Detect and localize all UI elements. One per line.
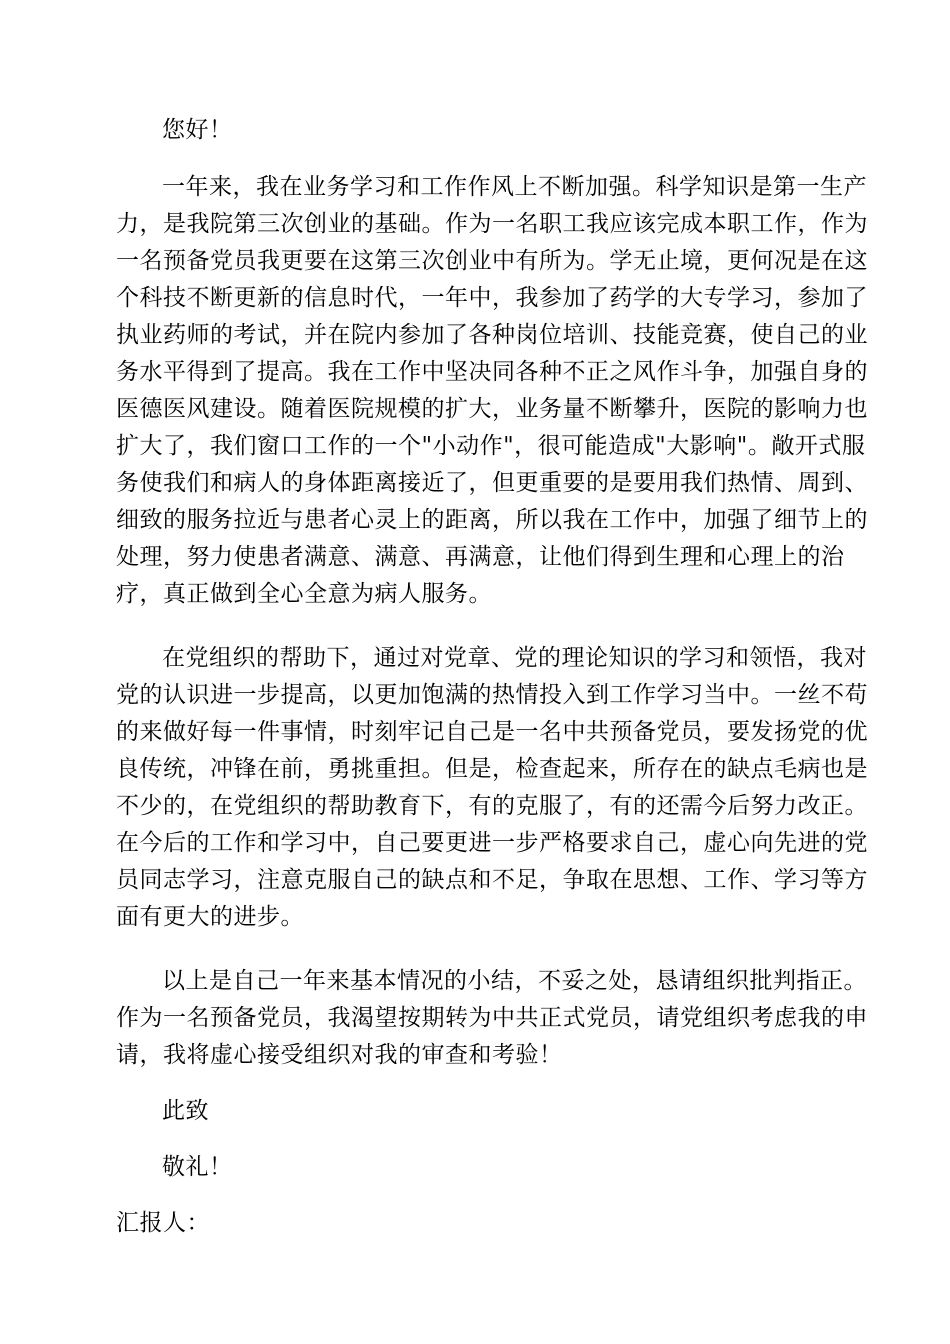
paragraph-line: 细致的服务拉近与患者心灵上的距离，所以我在工作中，加强了细节上的 bbox=[116, 507, 868, 533]
paragraph-line: 一名预备党员我更要在这第三次创业中有所为。学无止境，更何况是在这 bbox=[116, 248, 868, 274]
paragraph-line: 的来做好每一件事情，时刻牢记自己是一名中共预备党员，要发扬党的优 bbox=[116, 719, 868, 745]
paragraph-line: 员同志学习，注意克服自己的缺点和不足，争取在思想、工作、学习等方 bbox=[116, 867, 868, 893]
closing-greeting: 敬礼！ bbox=[162, 1154, 233, 1180]
paragraph-line: 务使我们和病人的身体距离接近了，但更重要的是要用我们热情、周到、 bbox=[116, 470, 868, 496]
paragraph-line: 执业药师的考试，并在院内参加了各种岗位培训、技能竞赛，使自己的业 bbox=[116, 322, 868, 348]
greeting: 您好！ bbox=[162, 117, 233, 143]
paragraph-line: 个科技不断更新的信息时代，一年中，我参加了药学的大专学习，参加了 bbox=[116, 285, 868, 311]
paragraph-line: 党的认识进一步提高，以更加饱满的热情投入到工作学习当中。一丝不苟 bbox=[116, 682, 868, 708]
paragraph-line: 以上是自己一年来基本情况的小结，不妥之处，恳请组织批判指正。 bbox=[162, 968, 867, 994]
closing-salutation: 此致 bbox=[162, 1098, 209, 1124]
paragraph-line: 医德医风建设。随着医院规模的扩大，业务量不断攀升，医院的影响力也 bbox=[116, 396, 868, 422]
paragraph-line: 处理，努力使患者满意、满意、再满意，让他们得到生理和心理上的治 bbox=[116, 544, 845, 570]
paragraph-line: 作为一名预备党员，我渴望按期转为中共正式党员，请党组织考虑我的申 bbox=[116, 1005, 868, 1031]
paragraph-line: 力，是我院第三次创业的基础。作为一名职工我应该完成本职工作，作为 bbox=[116, 211, 868, 237]
paragraph-line: 面有更大的进步。 bbox=[116, 904, 304, 930]
paragraph-line: 疗，真正做到全心全意为病人服务。 bbox=[116, 581, 492, 607]
paragraph-line: 请，我将虚心接受组织对我的审查和考验！ bbox=[116, 1042, 563, 1068]
paragraph-line: 不少的，在党组织的帮助教育下，有的克服了，有的还需今后努力改正。 bbox=[116, 793, 868, 819]
paragraph-line: 务水平得到了提高。我在工作中坚决同各种不正之风作斗争，加强自身的 bbox=[116, 359, 868, 385]
paragraph-line: 在党组织的帮助下，通过对党章、党的理论知识的学习和领悟，我对 bbox=[162, 645, 867, 671]
paragraph-line: 一年来，我在业务学习和工作作风上不断加强。科学知识是第一生产 bbox=[162, 174, 867, 200]
paragraph-line: 扩大了，我们窗口工作的一个"小动作"，很可能造成"大影响"。敞开式服 bbox=[116, 433, 866, 459]
signature-label: 汇报人： bbox=[116, 1210, 210, 1236]
paragraph-line: 在今后的工作和学习中，自己要更进一步严格要求自己，虚心向先进的党 bbox=[116, 830, 868, 856]
paragraph-line: 良传统，冲锋在前，勇挑重担。但是，检查起来，所存在的缺点毛病也是 bbox=[116, 756, 868, 782]
